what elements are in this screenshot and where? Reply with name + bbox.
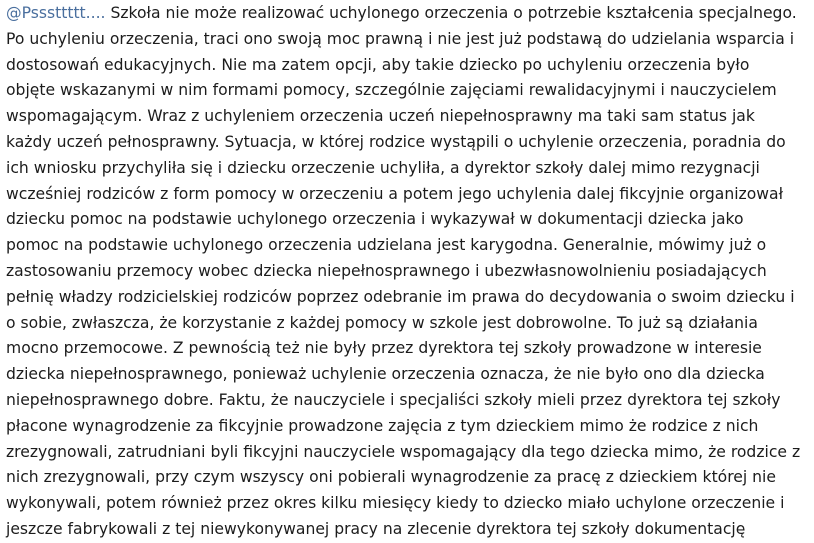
comment-line: dziecku pomoc na podstawie uchylonego orzeczenia i wykazywał w dokumentacji dziecka jako — [6, 210, 744, 229]
comment-line: o sobie, zwłaszcza, że korzystanie z każdej pomocy w szkole jest dobrowolne. To już są działania — [6, 313, 758, 332]
comment-line: pomoc na podstawie uchylonego orzeczenia udzielana jest karygodna. Generalnie, mówimy już o — [6, 236, 767, 255]
comment-line: ich wniosku przychyliła się i dziecku orzeczenie uchyliła, a dyrektor szkoły dalej mimo rezygnacji — [6, 158, 760, 177]
comment-line: wspomagającym. Wraz z uchyleniem orzeczenia uczeń niepełnosprawny ma taki sam status jak — [6, 107, 755, 126]
comment-line: płacone wynagrodzenie za fikcyjnie prowadzone zajęcia z tym dzieckiem mimo że rodzice z nich — [6, 416, 759, 435]
comment-line: jeszcze fabrykowali z tej niewykonywanej pracy na zlecenie dyrektora tej szkoły dokumentację — [6, 519, 746, 538]
comment-line: pełnię władzy rodzicielskiej rodziców poprzez odebranie im prawa do decydowania o swoim dziecku i — [6, 287, 795, 306]
comment-line: niepełnosprawnego dobre. Faktu, że nauczyciele i specjaliści szkoły mieli przez dyrektora tej szkoły — [6, 390, 781, 409]
comment-line: mocno przemocowe. Z pewnością też nie były przez dyrektora tej szkoły prowadzone w interesie — [6, 339, 762, 358]
comment-line — [6, 1, 812, 27]
comment-line: objęte wskazanymi w nim formami pomocy, szczególnie zajęciami rewalidacyjnymi i nauczycielem — [6, 81, 777, 100]
comment-line: dziecka niepełnosprawnego, ponieważ uchylenie orzeczenia oznacza, że nie było ono dla dziecka — [6, 365, 765, 384]
comment-line: Po uchyleniu orzeczenia, traci ono swoją moc prawną i nie jest już podstawą do udzielania wsparcia i — [6, 29, 795, 48]
comment-line: wcześniej rodziców z form pomocy w orzeczeniu a potem jego uchylenia dalej fikcyjnie organizował — [6, 184, 783, 203]
comment-line: zastosowaniu przemocy wobec dziecka niepełnosprawnego i ubezwłasnowolnieniu posiadających — [6, 261, 767, 280]
comment-line: nich zrezygnowali, przy czym wszyscy oni pobierali wynagrodzenie za pracę z dzieckiem której nie — [6, 468, 776, 487]
comment-body — [6, 1, 812, 543]
comment-line: zrezygnowali, zatrudniani byli fikcyjni nauczyciele wspomagający dla tego dziecka mimo, że rodzice z — [6, 442, 801, 461]
user-mention-link[interactable]: @Psssttttt.... — [6, 4, 106, 22]
comment-line: dostosowań edukacyjnych. Nie ma zatem opcji, aby takie dziecko po uchyleniu orzeczenia było — [6, 55, 750, 74]
comment-line: każdy uczeń pełnosprawny. Sytuacja, w której rodzice wystąpili o uchylenie orzeczenia, poradnia do — [6, 132, 786, 151]
comment-line: wykonywali, potem również przez okres kilku miesięcy kiedy to dziecko miało uchylone orzeczenie i — [6, 494, 785, 513]
comment-text: Szkoła nie może realizować uchylonego orzeczenia o potrzebie kształcenia specjalnego. — [105, 4, 797, 22]
